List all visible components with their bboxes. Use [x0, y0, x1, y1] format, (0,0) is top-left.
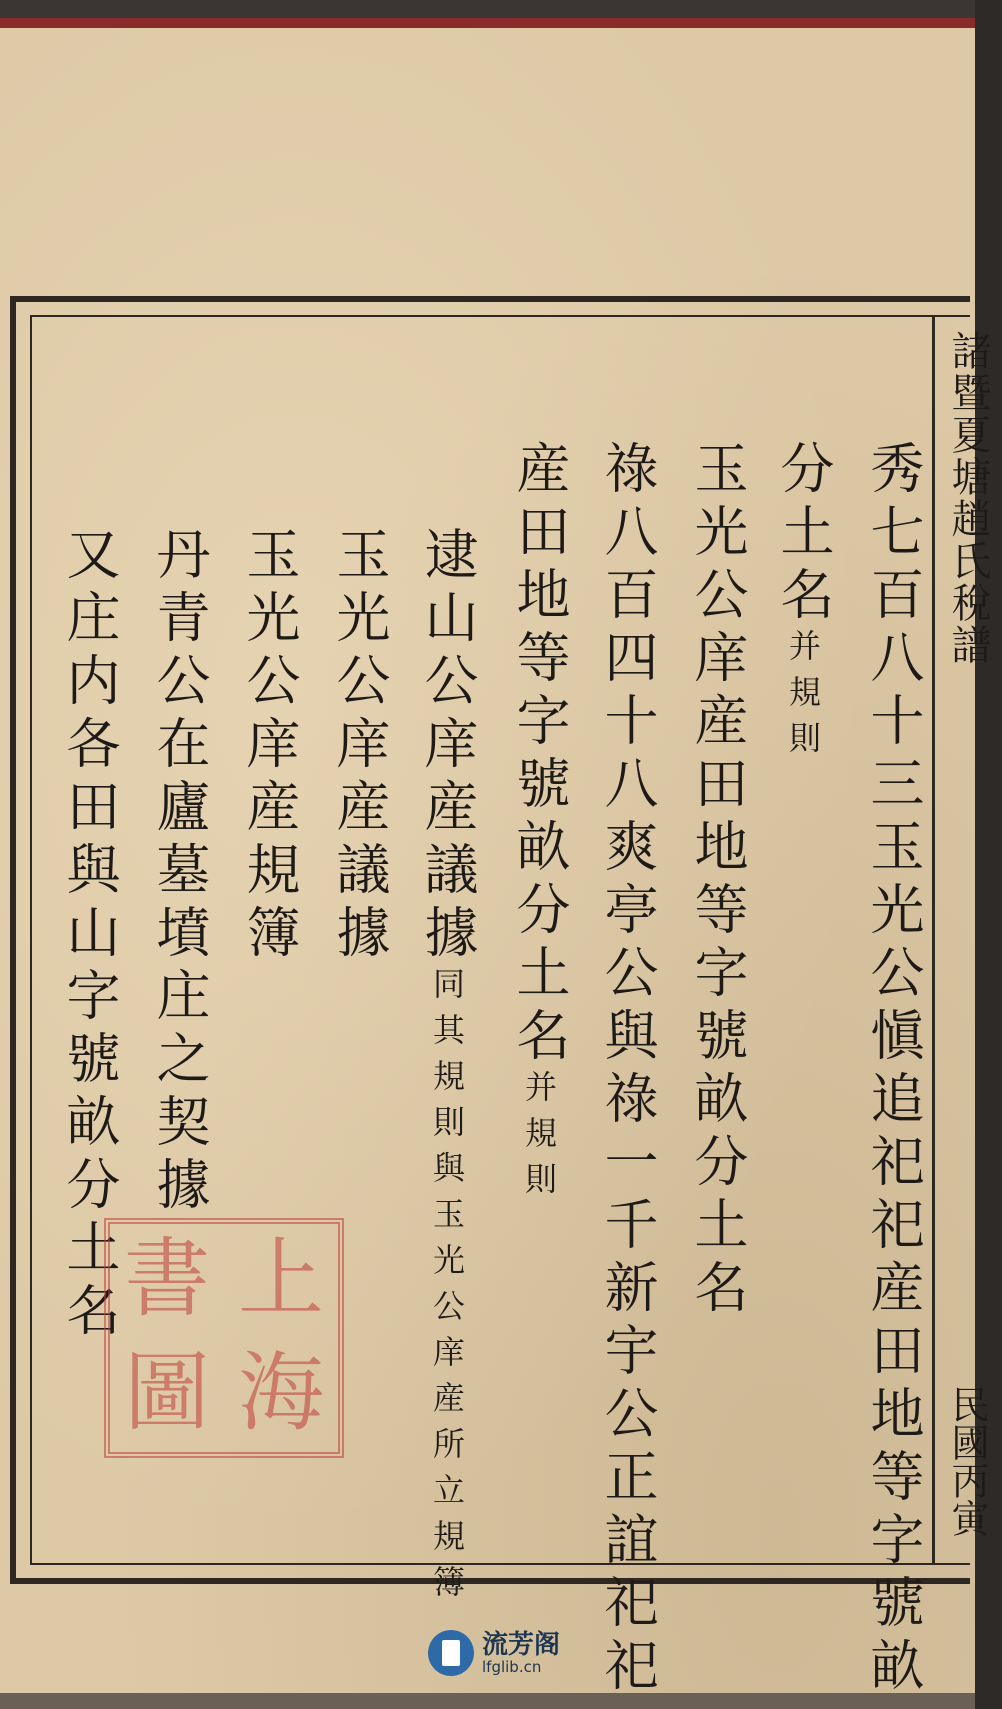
watermark-url: lfglib.cn	[482, 1658, 542, 1676]
column-note: 同其規則與玉光公庠産所立規簿	[428, 967, 466, 1611]
text-column-8	[238, 526, 301, 967]
text-column-9	[148, 526, 211, 1219]
column-main-text: 玉光公庠産議據	[328, 526, 391, 967]
column-main-text: 逮山公庠産議據	[416, 526, 479, 967]
site-watermark	[428, 1628, 560, 1678]
column-note: 并規則	[784, 629, 822, 767]
column-main-text: 玉光公庠産田地等字號畝分土名	[686, 440, 749, 1322]
column-main-text: 又庄内各田與山字號畝分土名	[58, 526, 121, 1345]
margin-title: 諸暨夏塘趙氏稅譜	[945, 330, 991, 666]
text-column-7	[328, 526, 391, 967]
top-strip	[0, 0, 1002, 30]
text-column-4	[596, 440, 659, 1700]
column-main-text: 玉光公庠産規簿	[238, 526, 301, 967]
seal-char: 上	[238, 1229, 324, 1329]
column-main-text: 産田地等字號畝分土名	[508, 440, 571, 1070]
text-column-5	[508, 440, 571, 1208]
seal-char: 海	[238, 1343, 324, 1443]
watermark-name: 流芳阁	[482, 1630, 561, 1660]
top-red-band	[0, 18, 1002, 28]
text-column-1	[862, 440, 925, 1700]
column-main-text: 丹青公在廬墓墳庄之契據	[148, 526, 211, 1219]
margin-folio: 民國丙寅	[945, 1385, 989, 1537]
centre-fold-rule	[932, 315, 935, 1565]
column-main-text: 秀七百八十三玉光公愼追祀祀産田地等字號畝	[862, 440, 925, 1700]
text-column-2	[772, 440, 835, 767]
column-note: 并規則	[520, 1070, 558, 1208]
seal-char: 圖	[124, 1343, 210, 1443]
book-logo-icon	[428, 1630, 474, 1676]
seal-char: 書	[124, 1229, 210, 1329]
library-seal-stamp	[104, 1218, 344, 1458]
text-column-6	[416, 526, 479, 1611]
column-main-text: 祿八百四十八爽亭公與祿一千新宇公正誼祀祀	[596, 440, 659, 1700]
column-main-text: 分土名	[772, 440, 835, 629]
text-column-3	[686, 440, 749, 1322]
